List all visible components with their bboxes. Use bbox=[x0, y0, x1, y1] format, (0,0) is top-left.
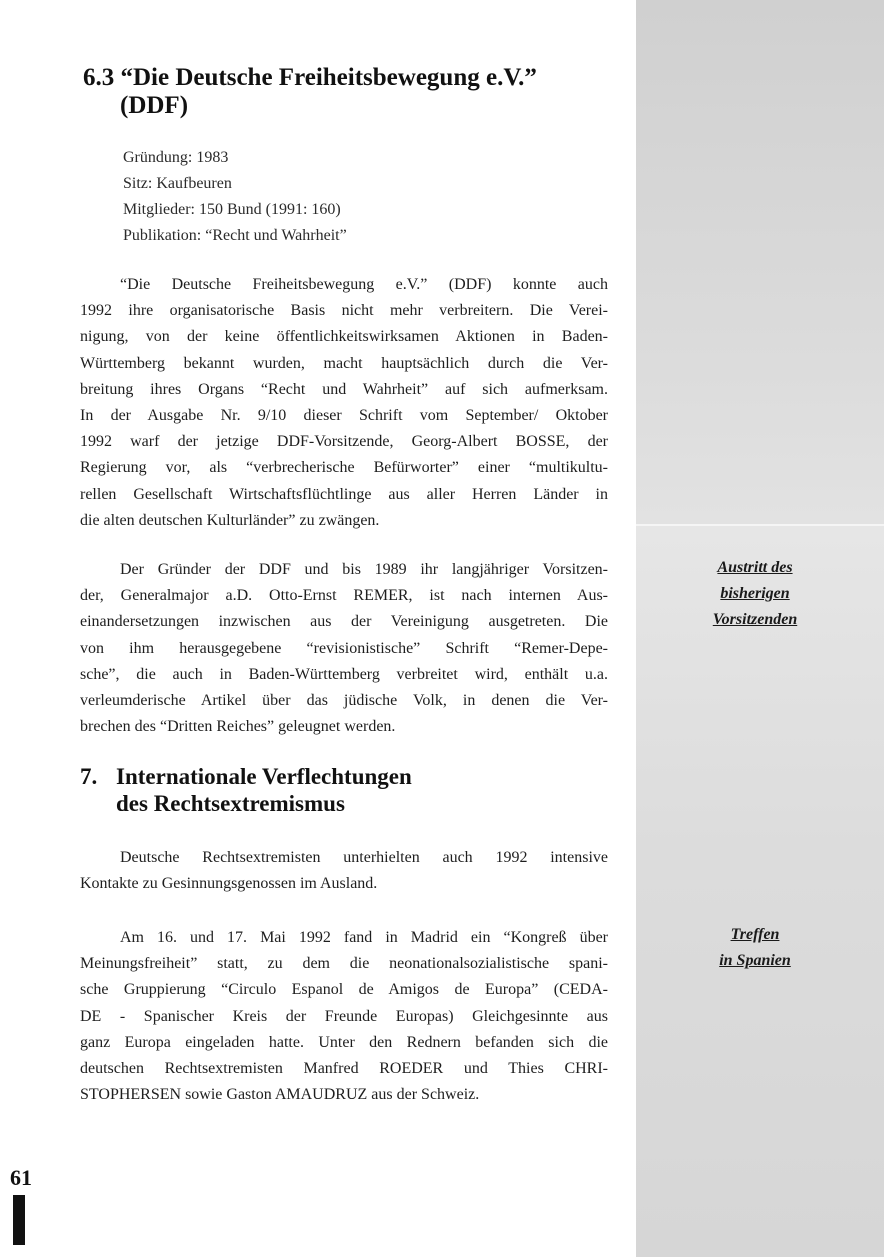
margin-note-resignation bbox=[655, 555, 855, 633]
ddf-paragraph-1 bbox=[80, 272, 608, 534]
section-7-title bbox=[80, 763, 412, 817]
margin-shade-upper bbox=[636, 0, 884, 525]
margin-note-line: in Spanien bbox=[719, 952, 791, 969]
text-line: verleumderische Artikel über das jüdische Volk, in denen die Ver- bbox=[80, 692, 608, 710]
text-line: sche Gruppierung “Circulo Espanol de Amigos de Europa” (CEDA- bbox=[80, 981, 608, 999]
ddf-paragraph-2 bbox=[80, 557, 608, 740]
text-line: der, Generalmajor a.D. Otto-Ernst REMER, ist nach internen Aus- bbox=[80, 587, 608, 605]
text-line: ganz Europa eingeladen hatte. Unter den Rednern befanden sich die bbox=[80, 1033, 608, 1051]
section-6-3-title bbox=[83, 64, 537, 120]
text-line: brechen des “Dritten Reiches” geleugnet werden. bbox=[80, 718, 396, 736]
text-line: Der Gründer der DDF und bis 1989 ihr langjähriger Vorsitzen- bbox=[120, 561, 608, 578]
section-6-3-title-line2: (DDF) bbox=[120, 92, 189, 119]
margin-note-line: Treffen bbox=[730, 926, 780, 943]
text-line: STOPHERSEN sowie Gaston AMAUDRUZ aus der Schweiz. bbox=[80, 1086, 480, 1104]
text-line: breitung ihres Organs “Recht und Wahrheit” auf sich aufmerksam. bbox=[80, 380, 608, 398]
page-edge-marker bbox=[13, 1195, 25, 1245]
text-line: von ihm herausgegebene “revisionistische” Schrift “Remer-Depe- bbox=[80, 639, 608, 657]
text-line: Am 16. und 17. Mai 1992 fand in Madrid ein “Kongreß über bbox=[120, 929, 608, 946]
fact-publication: Publikation: “Recht und Wahrheit” bbox=[123, 227, 347, 244]
organisation-facts bbox=[123, 145, 347, 249]
margin-note-line: Vorsitzenden bbox=[712, 611, 798, 628]
text-line: 1992 warf der jetzige DDF-Vorsitzende, Georg-Albert BOSSE, der bbox=[80, 433, 608, 451]
text-line: sche”, die auch in Baden-Württemberg verbreitet wird, enthält u.a. bbox=[80, 665, 608, 683]
margin-fold-line bbox=[636, 524, 884, 526]
text-line: Württemberg bekannt wurden, macht hauptsächlich durch die Ver- bbox=[80, 354, 608, 372]
text-line: 1992 ihre organisatorische Basis nicht mehr verbreitern. Die Verei- bbox=[80, 302, 608, 320]
text-line: “Die Deutsche Freiheitsbewegung e.V.” (DDF) konnte auch bbox=[120, 276, 608, 293]
text-line: nigung, von der keine öffentlichkeitswirksamen Aktionen in Baden- bbox=[80, 328, 608, 346]
fact-members: Mitglieder: 150 Bund (1991: 160) bbox=[123, 201, 341, 218]
text-line: einandersetzungen inzwischen aus der Vereinigung ausgetreten. Die bbox=[80, 613, 608, 631]
international-paragraph-2 bbox=[80, 925, 608, 1108]
section-6-3-title-line1: 6.3 “Die Deutsche Freiheitsbewegung e.V.” bbox=[83, 64, 537, 91]
fact-seat: Sitz: Kaufbeuren bbox=[123, 175, 232, 192]
section-7-number: 7. bbox=[80, 764, 98, 789]
margin-note-line: bisherigen bbox=[720, 585, 790, 602]
section-7-title-line1: Internationale Verflechtungen bbox=[116, 764, 412, 789]
text-line: Regierung vor, als “verbrecherische Befürworter” einer “multikultu- bbox=[80, 459, 608, 477]
text-line: rellen Gesellschaft Wirtschaftsflüchtlinge aus aller Herren Länder in bbox=[80, 485, 608, 503]
text-line: deutschen Rechtsextremisten Manfred ROEDER und Thies CHRI- bbox=[80, 1060, 608, 1078]
text-line: Kontakte zu Gesinnungsgenossen im Ausland. bbox=[80, 875, 378, 893]
text-line: Meinungsfreiheit” statt, zu dem die neonationalsozialistische spani- bbox=[80, 955, 608, 973]
fact-founding: Gründung: 1983 bbox=[123, 149, 229, 166]
text-line: DE - Spanischer Kreis der Freunde Europas) Gleichgesinnte aus bbox=[80, 1007, 608, 1025]
text-line: Deutsche Rechtsextremisten unterhielten auch 1992 intensive bbox=[120, 849, 608, 866]
international-paragraph-1 bbox=[80, 845, 608, 897]
page-number: 61 bbox=[10, 1165, 32, 1190]
text-line: die alten deutschen Kulturländer” zu zwängen. bbox=[80, 511, 380, 529]
margin-note-line: Austritt des bbox=[717, 559, 793, 576]
margin-note-meeting-spain bbox=[655, 922, 855, 974]
text-line: In der Ausgabe Nr. 9/10 dieser Schrift vom September/ Oktober bbox=[80, 407, 608, 425]
section-7-title-line2: des Rechtsextremismus bbox=[116, 791, 345, 816]
margin-shade-lower bbox=[636, 525, 884, 1257]
